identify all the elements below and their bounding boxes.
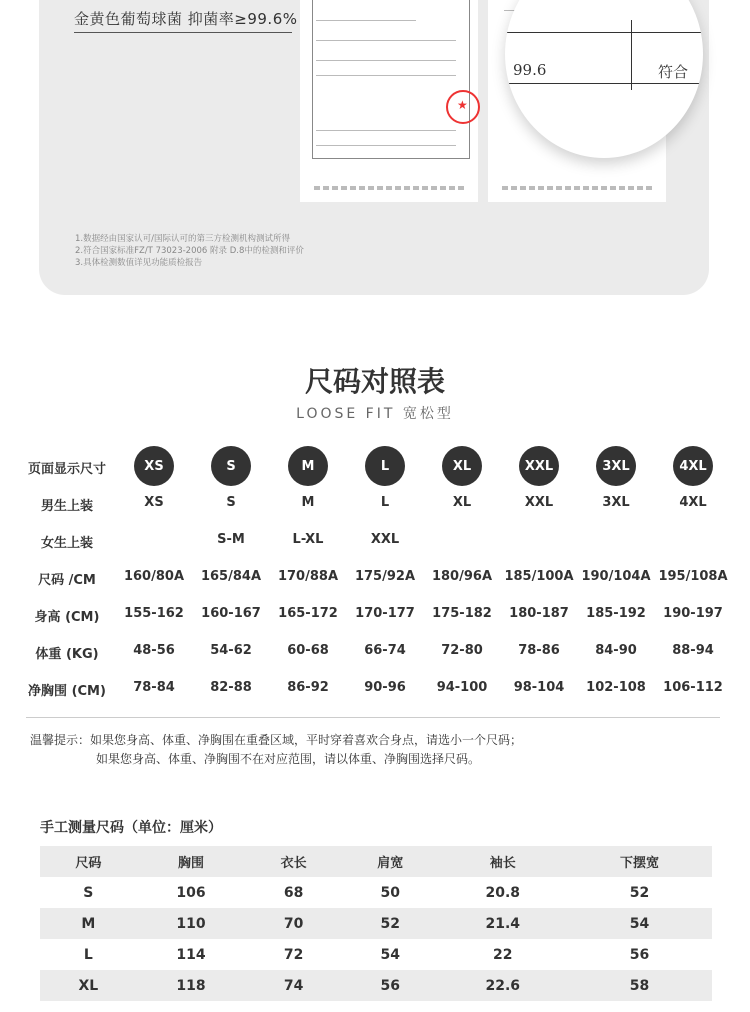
size-cell: 60-68 [287,643,329,658]
table-cell: 20.8 [485,884,521,901]
table-cell: L [83,946,93,963]
size-badge: 3XL [596,446,636,486]
size-cell: 54-62 [210,643,252,658]
hand-measure-title: 手工测量尺码（单位：厘米） [40,820,222,836]
size-cell: 98-104 [513,680,565,695]
table-cell: M [81,915,96,932]
size-cell: 185/100A [504,569,574,584]
table-cell: 21.4 [485,915,521,932]
table-row [40,877,712,908]
report-footer [502,186,652,190]
table-cell: 74 [283,977,304,994]
size-row-label: 男生上装 [40,499,93,514]
size-cell: 175/92A [354,569,416,584]
hand-measure-table [40,846,712,1001]
table-cell: 110 [176,915,206,932]
table-cell: 56 [380,977,400,994]
size-chart-divider [26,717,720,718]
size-row-label: 净胸围 (CM) [28,684,106,699]
column-header: 胸围 [177,856,204,871]
size-cell: 195/108A [658,569,728,584]
table-cell: 54 [629,915,650,932]
table-cell: 52 [629,884,650,901]
size-cell: S [226,495,236,510]
size-cell: 170/88A [277,569,339,584]
size-cell: L-XL [292,532,324,547]
size-cell: XL [452,495,472,510]
report-line [316,40,456,41]
report-line [316,130,456,131]
size-cell: 185-192 [586,606,646,621]
antibacterial-rate: 金黄色葡萄球菌 抑菌率≥99.6% [74,10,298,28]
size-cell: 78-84 [133,680,175,695]
stamp-star-icon: ★ [457,98,468,112]
table-cell: 56 [629,946,650,963]
note-line: 1.数据经由国家认可/国际认可的第三方检测机构测试所得 [75,234,290,244]
table-cell: S [83,884,94,901]
size-chart-title: 尺码对照表 [304,365,445,398]
report-table-frame [312,0,470,159]
note-line: 3.具体检测数值详见功能质检报告 [75,258,203,268]
size-cell: 4XL [679,495,707,510]
table-cell: 22.6 [485,977,521,994]
size-cell: 88-94 [672,643,714,658]
size-cell: 86-92 [287,680,329,695]
size-cell: 175-182 [432,606,492,621]
size-badge: S [211,446,251,486]
size-row-label: 页面显示尺寸 [27,462,106,477]
size-cell: 94-100 [436,680,488,695]
size-badge: 4XL [673,446,713,486]
report-line [316,20,416,21]
table-row [40,970,712,1001]
magnified-value: 99.6 [513,61,547,79]
report-footer [314,186,464,190]
size-badge: XS [134,446,174,486]
column-header: 尺码 [75,856,102,871]
lens-line [505,83,703,84]
size-cell: M [301,495,315,510]
lens-line [631,20,632,90]
size-cell: 48-56 [133,643,175,658]
size-cell: XS [144,495,164,510]
size-cell: 102-108 [586,680,646,695]
size-cell: 84-90 [595,643,637,658]
column-header: 肩宽 [377,856,404,871]
size-cell: 160-167 [201,606,261,621]
table-cell: 106 [176,884,206,901]
table-cell: 50 [380,884,400,901]
size-chart-subtitle: LOOSE FIT 宽松型 [296,406,454,422]
magnified-result: 符合 [658,63,689,81]
size-tip-2: 如果您身高、体重、净胸围不在对应范围，请以体重、净胸围选择尺码。 [96,752,481,766]
size-cell: 82-88 [210,680,252,695]
table-row [40,939,712,970]
table-cell: 118 [176,977,206,994]
table-cell: 52 [380,915,400,932]
report-line [316,145,456,146]
column-header: 袖长 [489,856,516,871]
size-tip-1: 温馨提示：如果您身高、体重、净胸围在重叠区域，平时穿着喜欢合身点，请选小一个尺码； [30,733,523,747]
table-cell: 58 [629,977,650,994]
table-cell: 72 [283,946,304,963]
size-cell: 66-74 [364,643,406,658]
report-notes [75,233,304,269]
size-cell: 106-112 [663,680,723,695]
table-cell: 114 [176,946,206,963]
size-badge: L [365,446,405,486]
table-cell: 54 [380,946,400,963]
size-cell: 170-177 [355,606,415,621]
lens-line [505,32,703,33]
size-cell: 165/84A [200,569,262,584]
size-row-label: 身高 (CM) [34,610,100,625]
table-cell: 68 [283,884,304,901]
size-cell: 190/104A [581,569,651,584]
size-row-label: 女生上装 [40,536,93,551]
size-cell: 165-172 [278,606,338,621]
size-cell: XXL [370,532,400,547]
antibacterial-underline [74,32,292,33]
table-cell: XL [78,977,99,994]
size-cell: 190-197 [663,606,723,621]
table-row [40,908,712,939]
size-cell: 3XL [602,495,630,510]
table-cell: 70 [283,915,304,932]
column-header: 下摆宽 [619,856,659,871]
table-cell: 22 [493,946,513,963]
size-row-label: 尺码 /CM [38,573,96,588]
size-badge: XXL [519,446,559,486]
official-stamp [446,90,480,124]
column-header: 衣长 [280,856,307,871]
table-header-row [40,846,712,877]
report-line [316,75,456,76]
size-cell: 72-80 [441,643,483,658]
note-line: 2.符合国家标准FZ/T 73023-2006 附录 D.8中的检测和评价 [75,246,304,256]
size-cell: 180/96A [431,569,493,584]
size-cell: 90-96 [364,680,406,695]
size-cell: S-M [217,532,245,547]
size-cell: 180-187 [509,606,569,621]
size-cell: 78-86 [518,643,560,658]
report-line [316,60,456,61]
size-cell: 155-162 [124,606,184,621]
size-badge: XL [442,446,482,486]
size-cell: XXL [524,495,554,510]
size-cell: 160/80A [123,569,185,584]
size-row-label: 体重 (KG) [35,647,99,662]
size-badge: M [288,446,328,486]
size-cell: L [380,495,390,510]
